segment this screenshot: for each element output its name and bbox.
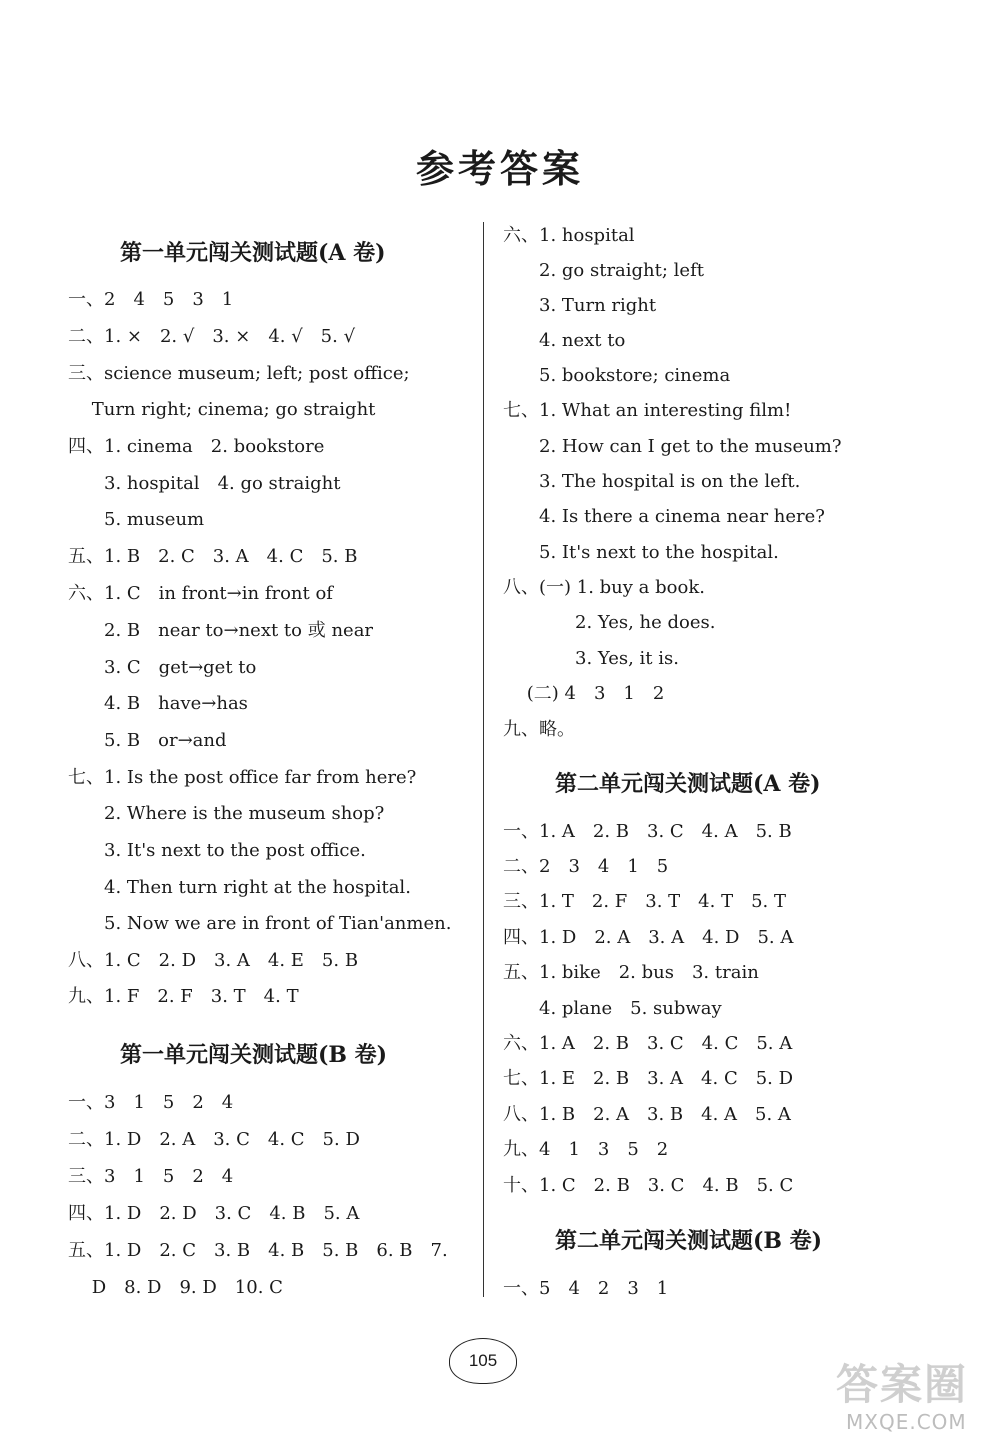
- watermark: [836, 1352, 986, 1437]
- watermark-logo: 答案圈: [836, 1360, 969, 1409]
- answer-line: D 8. D 9. D 10. C: [68, 1277, 283, 1298]
- answer-line: (二) 4 3 1 2: [503, 683, 665, 704]
- section-title: 第一单元闯关测试题(A 卷): [120, 240, 386, 266]
- answer-line: 九、1. F 2. F 3. T 4. T: [68, 986, 299, 1007]
- answer-line: 5. Now we are in front of Tian'anmen.: [68, 913, 452, 934]
- answer-line: 四、1. D 2. A 3. A 4. D 5. A: [503, 927, 794, 948]
- answer-line: 一、3 1 5 2 4: [68, 1092, 234, 1113]
- answer-line: 一、2 4 5 3 1: [68, 289, 234, 310]
- answer-line: 六、1. hospital: [503, 225, 635, 246]
- page-number: 105: [449, 1338, 517, 1384]
- answer-line: 2. B near to→next to 或 near: [68, 620, 374, 641]
- section-title: 第二单元闯关测试题(B 卷): [555, 1228, 823, 1254]
- answer-line: 3. Turn right: [503, 295, 657, 316]
- answer-line: 5. It's next to the hospital.: [503, 542, 779, 563]
- answer-line: 2. Yes, he does.: [503, 612, 716, 633]
- answer-line: 九、略。: [503, 719, 575, 740]
- section-title: 第一单元闯关测试题(B 卷): [120, 1042, 388, 1068]
- answer-line: 三、1. T 2. F 3. T 4. T 5. T: [503, 891, 786, 912]
- answer-line: 六、1. A 2. B 3. C 4. C 5. A: [503, 1033, 793, 1054]
- answer-line: 二、2 3 4 1 5: [503, 856, 669, 877]
- answer-line: 5. bookstore; cinema: [503, 365, 731, 386]
- answer-line: 七、1. What an interesting film!: [503, 400, 792, 421]
- answer-line: 三、3 1 5 2 4: [68, 1166, 234, 1187]
- answer-line: 3. It's next to the post office.: [68, 840, 366, 861]
- answer-line: 八、(一) 1. buy a book.: [503, 577, 705, 598]
- answer-line: Turn right; cinema; go straight: [68, 399, 376, 420]
- answer-line: 5. museum: [68, 509, 205, 530]
- answer-line: 三、science museum; left; post office;: [68, 363, 410, 384]
- answer-line: 二、1. D 2. A 3. C 4. C 5. D: [68, 1129, 360, 1150]
- answer-line: 一、1. A 2. B 3. C 4. A 5. B: [503, 821, 792, 842]
- answer-line: 2. go straight; left: [503, 260, 704, 281]
- answer-line: 4. plane 5. subway: [503, 998, 722, 1019]
- answer-line: 一、5 4 2 3 1: [503, 1278, 669, 1299]
- answer-line: 3. hospital 4. go straight: [68, 473, 341, 494]
- answer-line: 4. Then turn right at the hospital.: [68, 877, 411, 898]
- page-title: 参考答案: [415, 147, 584, 191]
- answer-line: 十、1. C 2. B 3. C 4. B 5. C: [503, 1175, 794, 1196]
- answer-line: 二、1. × 2. √ 3. × 4. √ 5. √: [68, 326, 356, 347]
- answer-line: 五、1. D 2. C 3. B 4. B 5. B 6. B 7.: [68, 1240, 448, 1261]
- answer-line: 四、1. cinema 2. bookstore: [68, 436, 325, 457]
- answer-line: 4. next to: [503, 330, 626, 351]
- watermark-url: MXQE.COM: [846, 1410, 967, 1434]
- answer-line: 五、1. B 2. C 3. A 4. C 5. B: [68, 546, 358, 567]
- section-title: 第二单元闯关测试题(A 卷): [555, 771, 821, 797]
- answer-line: 六、1. C in front→in front of: [68, 583, 333, 604]
- answer-line: 七、1. E 2. B 3. A 4. C 5. D: [503, 1068, 794, 1089]
- answer-line: 九、4 1 3 5 2: [503, 1139, 669, 1160]
- answer-line: 4. B have→has: [68, 693, 248, 714]
- answer-line: 五、1. bike 2. bus 3. train: [503, 962, 759, 983]
- answer-line: 2. How can I get to the museum?: [503, 436, 842, 457]
- answer-line: 八、1. C 2. D 3. A 4. E 5. B: [68, 950, 359, 971]
- answer-line: 八、1. B 2. A 3. B 4. A 5. A: [503, 1104, 791, 1125]
- answer-line: 3. Yes, it is.: [503, 648, 679, 669]
- answer-line: 3. The hospital is on the left.: [503, 471, 801, 492]
- answer-line: 七、1. Is the post office far from here?: [68, 767, 417, 788]
- answer-line: 3. C get→get to: [68, 657, 257, 678]
- column-divider: [483, 222, 484, 1297]
- answer-line: 4. Is there a cinema near here?: [503, 506, 825, 527]
- answer-line: 5. B or→and: [68, 730, 227, 751]
- answer-line: 四、1. D 2. D 3. C 4. B 5. A: [68, 1203, 360, 1224]
- answer-line: 2. Where is the museum shop?: [68, 803, 385, 824]
